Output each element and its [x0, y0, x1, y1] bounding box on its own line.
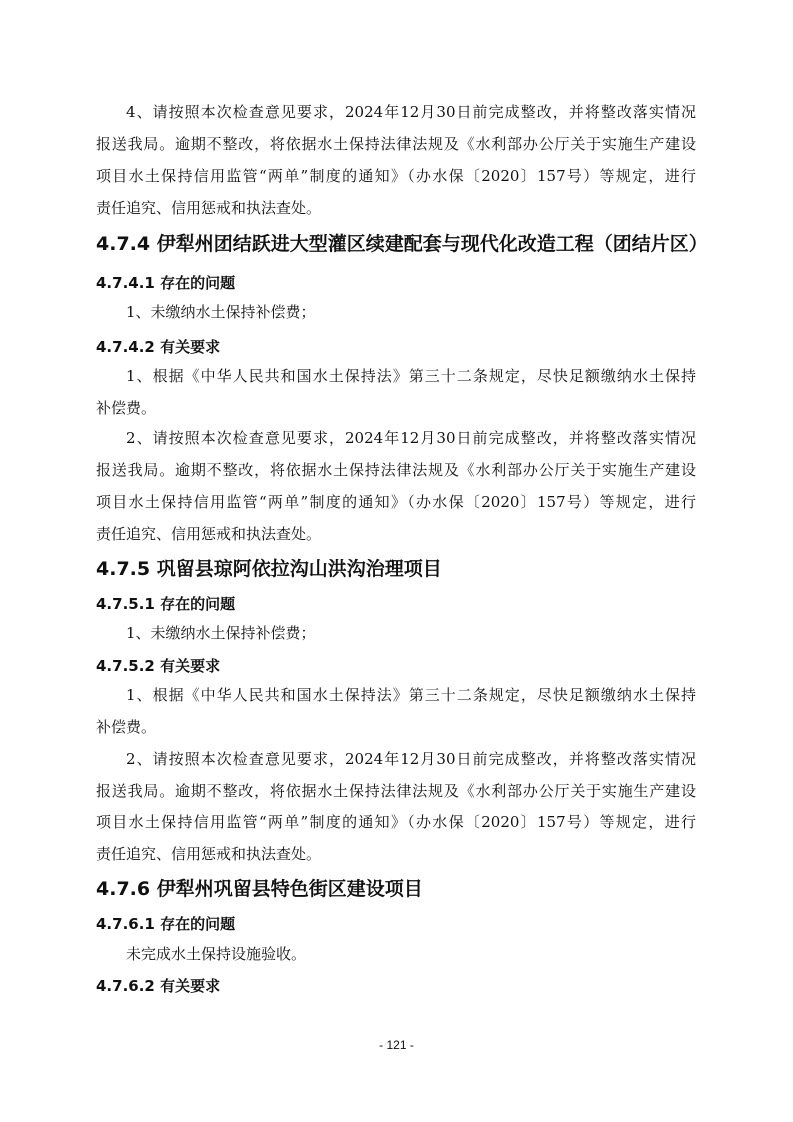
paragraph-line: 1、未缴纳水土保持补偿费； [126, 624, 316, 642]
subsection-heading-4-7-5-1: 4.7.5.1 存在的问题 [96, 595, 236, 613]
paragraph-line: 1、根据《中华人民共和国水土保持法》第三十二条规定，尽快足额缴纳水土保持 [126, 686, 696, 704]
paragraph-line: 报送我局。逾期不整改，将依据水土保持法律法规及《水利部办公厅关于实施生产建设 [96, 461, 696, 479]
paragraph-line: 补偿费。 [96, 718, 157, 736]
subsection-heading-4-7-4-2: 4.7.4.2 有关要求 [96, 338, 221, 356]
paragraph-line: 项目水土保持信用监管“两单”制度的通知》（办水保〔2020〕157号）等规定，进行 [96, 167, 696, 185]
subsection-heading-4-7-4-1: 4.7.4.1 存在的问题 [96, 274, 236, 292]
paragraph-line: 未完成水土保持设施验收。 [126, 945, 307, 963]
subsection-heading-4-7-6-1: 4.7.6.1 存在的问题 [96, 915, 236, 933]
paragraph-line: 2、请按照本次检查意见要求，2024年12月30日前完成整改，并将整改落实情况 [126, 750, 696, 768]
subsection-heading-4-7-6-2: 4.7.6.2 有关要求 [96, 977, 221, 995]
subsection-heading-4-7-5-2: 4.7.5.2 有关要求 [96, 657, 221, 675]
paragraph-line: 责任追究、信用惩戒和执法查处。 [96, 199, 322, 217]
page-number: - 121 - [379, 1038, 414, 1052]
paragraph-line: 报送我局。逾期不整改，将依据水土保持法律法规及《水利部办公厅关于实施生产建设 [96, 782, 696, 800]
paragraph-line: 1、未缴纳水土保持补偿费； [126, 303, 316, 321]
paragraph-line: 责任追究、信用惩戒和执法查处。 [96, 525, 322, 543]
section-heading-4-7-6: 4.7.6 伊犁州巩留县特色街区建设项目 [96, 878, 423, 900]
paragraph-line: 责任追究、信用惩戒和执法查处。 [96, 845, 322, 863]
paragraph-line: 补偿费。 [96, 399, 157, 417]
paragraph-line: 项目水土保持信用监管“两单”制度的通知》（办水保〔2020〕157号）等规定，进行 [96, 493, 696, 511]
paragraph-line: 1、根据《中华人民共和国水土保持法》第三十二条规定，尽快足额缴纳水土保持 [126, 367, 696, 385]
paragraph-line: 2、请按照本次检查意见要求，2024年12月30日前完成整改，并将整改落实情况 [126, 429, 696, 447]
paragraph-line: 项目水土保持信用监管“两单”制度的通知》（办水保〔2020〕157号）等规定，进行 [96, 813, 696, 831]
section-heading-4-7-5: 4.7.5 巩留县琼阿依拉沟山洪沟治理项目 [96, 558, 442, 580]
paragraph-line: 4、请按照本次检查意见要求，2024年12月30日前完成整改，并将整改落实情况 [126, 103, 696, 121]
paragraph-line: 报送我局。逾期不整改，将依据水土保持法律法规及《水利部办公厅关于实施生产建设 [96, 135, 696, 153]
section-heading-4-7-4: 4.7.4 伊犁州团结跃进大型灌区续建配套与现代化改造工程（团结片区） [96, 233, 708, 255]
